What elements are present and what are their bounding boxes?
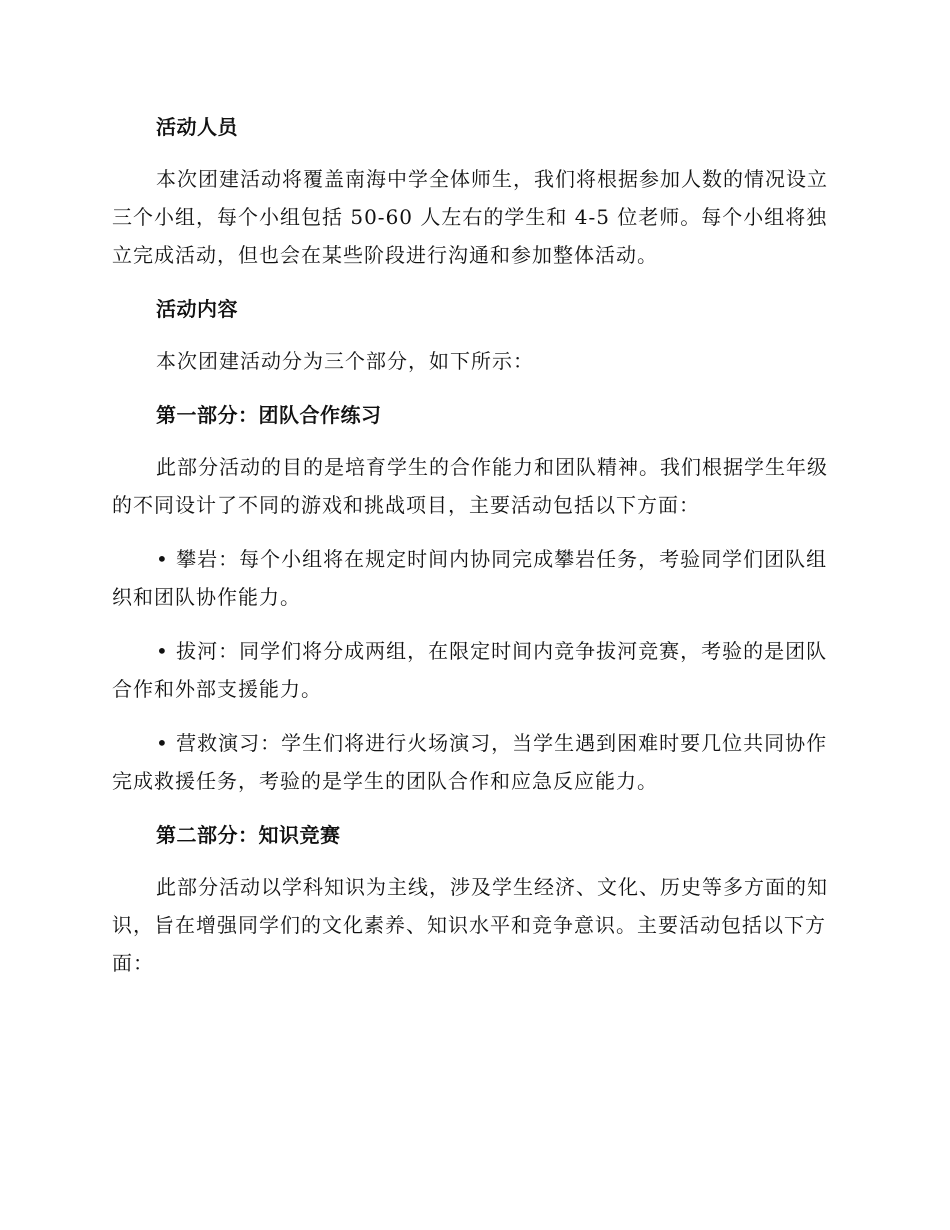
part1-paragraph: 此部分活动的目的是培育学生的合作能力和团队精神。我们根据学生年级的不同设计了不同的游戏和挑战项目，主要活动包括以下方面： <box>112 455 828 517</box>
personnel-paragraph: 本次团建活动将覆盖南海中学全体师生，我们将根据参加人数的情况设立三个小组，每个小组包括 50-60 人左右的学生和 4-5 位老师。每个小组将独立完成活动，但也会在某些阶段进行沟通和参加整体活动。 <box>112 167 828 267</box>
list-item-tug-of-war: • 拔河：同学们将分成两组，在限定时间内竞争拔河竞赛，考验的是团队合作和外部支援能力。 <box>112 639 828 701</box>
section-heading-personnel: 活动人员 <box>156 115 238 139</box>
section-heading-content: 活动内容 <box>156 297 238 321</box>
content-intro-paragraph: 本次团建活动分为三个部分，如下所示： <box>156 349 534 373</box>
list-item-rescue-drill: • 营救演习：学生们将进行火场演习，当学生遇到困难时要几位共同协作完成救援任务，考验的是学生的团队合作和应急反应能力。 <box>112 731 828 793</box>
part2-paragraph: 此部分活动以学科知识为主线，涉及学生经济、文化、历史等多方面的知识，旨在增强同学们的文化素养、知识水平和竞争意识。主要活动包括以下方面： <box>112 875 828 975</box>
section-heading-part2: 第二部分：知识竞赛 <box>156 823 341 847</box>
list-item-rock-climbing: • 攀岩：每个小组将在规定时间内协同完成攀岩任务，考验同学们团队组织和团队协作能力。 <box>112 547 828 609</box>
section-heading-part1: 第一部分：团队合作练习 <box>156 403 382 427</box>
